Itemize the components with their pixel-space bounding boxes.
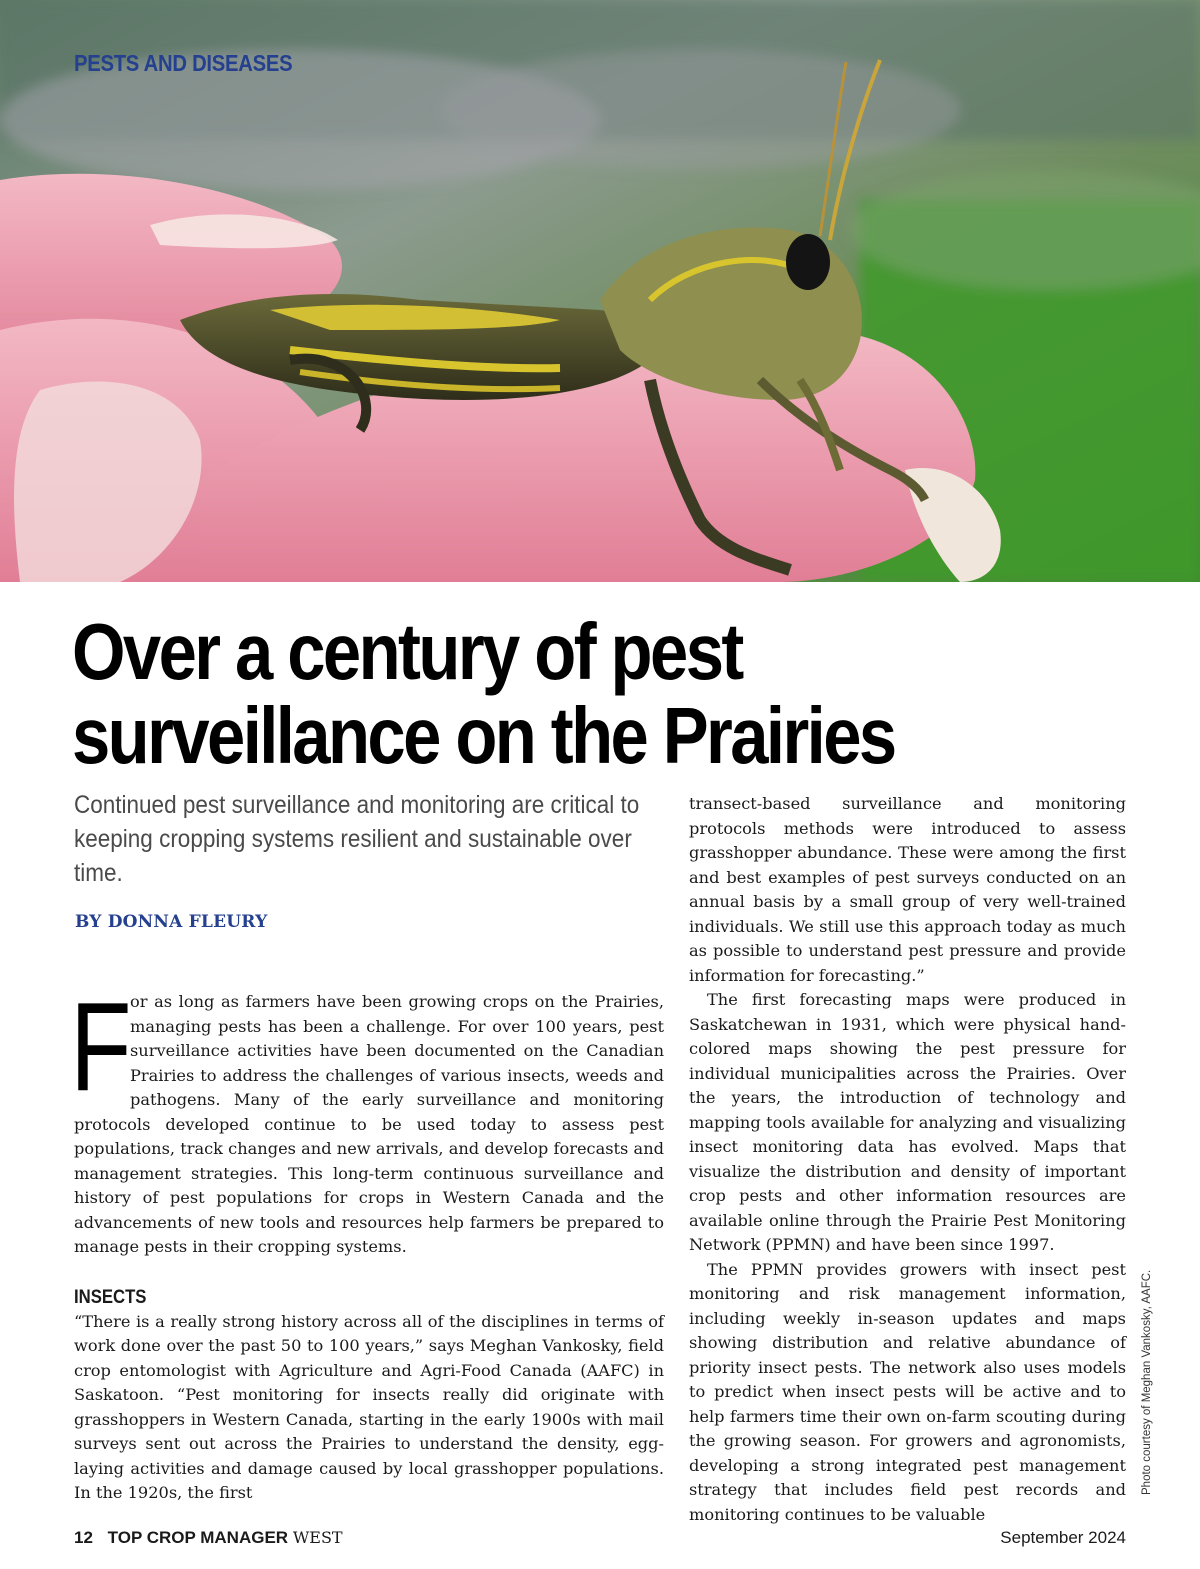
photo-credit: Photo courtesy of Meghan Vankosky, AAFC. [1141, 1269, 1153, 1495]
left-column [70, 976, 664, 1506]
grasshopper-on-finger-image [0, 0, 1200, 582]
section-label: PESTS AND DISEASES [74, 50, 293, 76]
article-deck: Continued pest surveillance and monitoring are critical to keeping cropping systems resilient and sustainable over time. [74, 791, 640, 887]
right-paragraph-1: transect-based surveillance and monitoring protocols methods were introduced to assess grasshopper abundance. These were among the first and best examples of pest surveys conducted on an annual basis by a small group of very well-trained individuals. We still use this approach today as much as possible to understand pest pressure and provide information for forecasting.” [689, 794, 1126, 985]
magazine-region: WEST [292, 1528, 343, 1547]
hero-photo [0, 0, 1200, 582]
right-paragraph-2: The first forecasting maps were produced in Saskatchewan in 1931, which were physical hand-colored maps showing the pest pressure for individual municipalities across the Prairies. Over the years, the introduction of technology and mapping tools available for analyzing and visualizing insect monitoring data has evolved. Maps that visualize the distribution and density of important crop pests and other information resources are available online through the Prairie Pest Monitoring Network (PPMN) and have been since 1997. [689, 990, 1126, 1254]
article-headline: Over a century of pest surveillance on the Prairies [72, 607, 895, 780]
intro-paragraph [70, 976, 664, 1260]
subhead-insects: INSECTS [74, 1286, 147, 1308]
right-paragraph-3: The PPMN provides growers with insect pest monitoring and risk management information, including weekly in-season updates and maps showing distribution and relative abundance of priority insect pests. The network also uses models to predict when insect pests will be active and to help farmers time their own on-farm scouting during the growing season. For growers and agronomists, developing a strong integrated pest management strategy that includes field pest records and monitoring continues to be valuable [689, 1259, 1126, 1524]
insects-paragraph: “There is a really strong history across all of the disciplines in terms of work done over the past 50 to 100 years,” says Meghan Vankosky, field crop entomologist with Agriculture and Agri-Food Canada (AAFC) in Saskatoon. “Pest monitoring for insects really did originate with grasshoppers in Western Canada, starting in the early 1900s with mail surveys sent out across the Prairies to understand the density, egg-laying activities and damage caused by local grasshopper populations. In the 1920s, the first [74, 1311, 664, 1502]
issue-date: September 2024 [1000, 1528, 1126, 1547]
page-number: 12 [74, 1528, 93, 1547]
dropcap: F [70, 976, 132, 1117]
footer-left [74, 1528, 343, 1548]
byline: BY DONNA FLEURY [75, 912, 268, 932]
magazine-brand: TOP CROP MANAGER [107, 1528, 289, 1547]
intro-text: or as long as farmers have been growing crops on the Prairies, managing pests has been a challenge. For over 100 years, pest surveillance activities have been documented on the Canadian Prairies to address the challenges of various insects, weeds and pathogens. Many of the early surveillance and monitoring protocols developed continue to be used today to assess pest populations, track changes and new arrivals, and develop forecasts and management strategies. This long-term continuous surveillance and history of pest populations for crops in Western Canada and the advancements of new tools and resources help farmers be prepared to manage pests in their cropping systems. [74, 992, 664, 1256]
right-column [689, 792, 1126, 1527]
